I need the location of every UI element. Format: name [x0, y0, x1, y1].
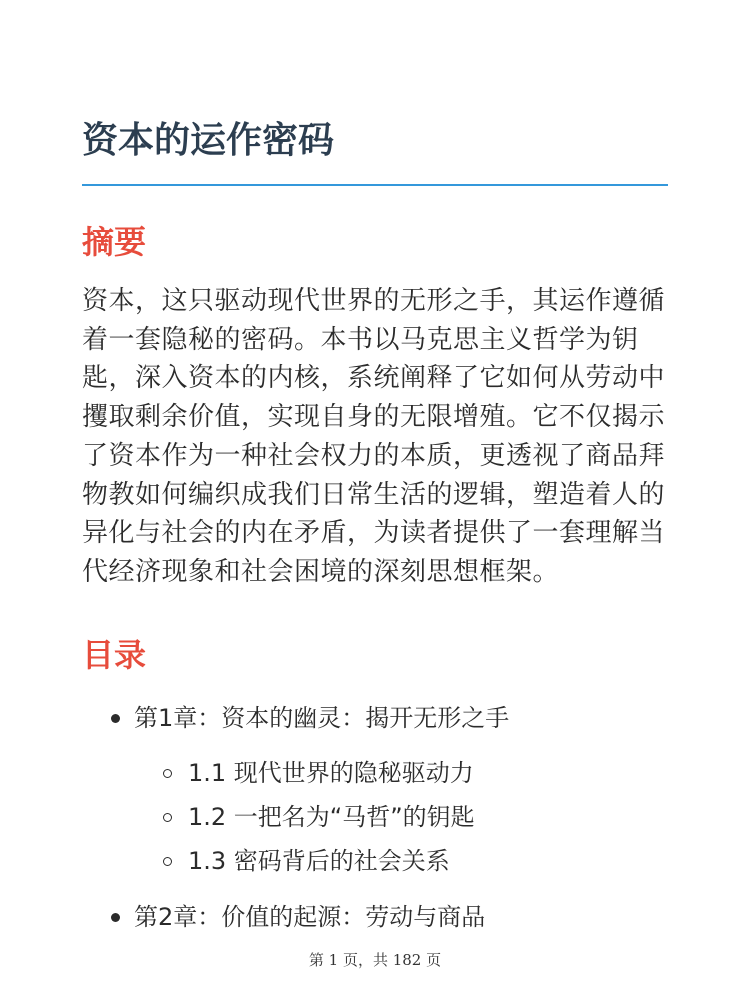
toc-heading: 目录: [82, 636, 147, 674]
toc-section-label: 1.3 密码背后的社会关系: [188, 847, 450, 875]
toc-section-label: 1.1 现代世界的隐秘驱动力: [188, 759, 474, 787]
bullet-disc-icon: [111, 913, 120, 922]
book-title: 资本的运作密码: [82, 120, 335, 161]
title-divider: [82, 184, 668, 186]
page-footer: 第 1 页，共 182 页: [308, 951, 442, 969]
abstract-paragraph: 资本，这只驱动现代世界的无形之手，其运作遵循着一套隐秘的密码。本书以马克思主义哲学为钥匙，深入资本的内核，系统阐释了它如何从劳动中攫取剩余价值，实现自身的无限增殖。它不仅揭示了资本作为一种社会权力的本质，更透视了商品拜物教如何编织成我们日常生活的逻辑，塑造着人的异化与社会的内在矛盾，为读者提供了一套理解当代经济现象和社会困境的深刻思想框架。: [82, 286, 666, 587]
bullet-circle-icon: [163, 813, 172, 822]
toc-chapter-label: 第1章：资本的幽灵：揭开无形之手: [134, 704, 510, 732]
bullet-disc-icon: [111, 714, 120, 723]
toc-section-label: 1.2 一把名为“马哲”的钥匙: [188, 803, 475, 831]
bullet-circle-icon: [163, 769, 172, 778]
bullet-circle-icon: [163, 857, 172, 866]
abstract-heading: 摘要: [82, 223, 147, 261]
toc-chapter-label: 第2章：价值的起源：劳动与商品: [134, 903, 486, 931]
